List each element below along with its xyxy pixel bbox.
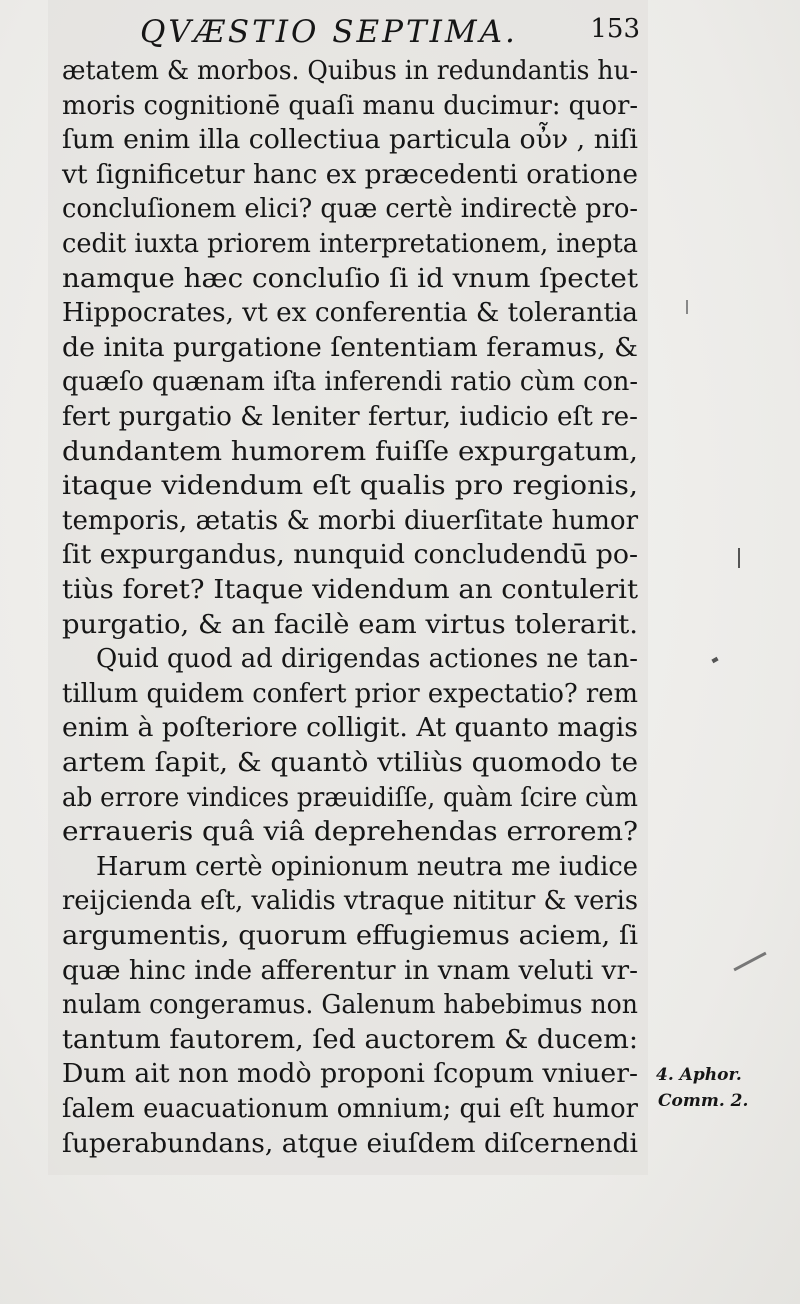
text-line-content: temporis, ætatis & morbi diuerſitate humor [62, 505, 639, 536]
text-line [62, 365, 642, 399]
text-line-content: reijcienda eſt, validis vtraque nititur & veris [62, 886, 639, 917]
ink-speck [711, 657, 718, 663]
text-line [62, 1057, 642, 1091]
running-head: QVÆSTIO SEPTIMA. [140, 14, 518, 50]
text-line [62, 884, 642, 918]
text-line [62, 54, 642, 88]
text-line-content: erraueris quâ viâ deprehendas errorem? [62, 817, 639, 848]
text-line-content: artem ſapit, & quantò vtiliùs quomodo te [62, 748, 639, 778]
text-line-content: nulam congeramus. Galenum habebimus non [62, 990, 638, 1021]
text-line-content: ſuperabundans, atque eiuſdem diſcernendi [62, 1128, 638, 1159]
text-line [62, 89, 642, 123]
text-line-content: dundantem humorem fuiſſe expurgatum, [62, 436, 638, 467]
text-line [62, 1023, 642, 1057]
text-line-content: concluſionem elici? quæ certè indirectè pro- [62, 194, 639, 225]
text-line [62, 711, 642, 745]
text-line-content: fert purgatio & leniter fertur, iudicio eſt re- [62, 402, 639, 432]
text-line-content: ab errore vindices præuidiſſe, quàm ſcire cùm [62, 782, 638, 813]
text-line [62, 123, 642, 157]
text-line [62, 954, 642, 988]
text-line [62, 850, 676, 884]
text-line-content: itaque videndum eſt qualis pro regionis, [62, 471, 638, 502]
text-line-content: purgatio, & an facilè eam virtus tolerarit. [62, 609, 639, 640]
text-line [62, 573, 642, 607]
text-line-content: tantum fautorem, ſed auctorem & ducem: [62, 1024, 638, 1055]
page-header [140, 14, 640, 50]
text-line [62, 815, 642, 849]
text-line-content: ſum enim illa collectiua particula οὖν , niſi [62, 125, 638, 156]
text-line [62, 746, 642, 780]
text-line-content: Hippocrates, vt ex conferentia & tolerantia [62, 298, 639, 329]
text-line [62, 435, 642, 469]
text-line [62, 192, 642, 226]
text-line-content: argumentis, quorum effugiemus aciem, ſi [62, 921, 638, 951]
text-line [62, 781, 642, 815]
text-line-content: tiùs foret? Itaque videndum an contulerit [62, 575, 639, 605]
text-line [62, 642, 676, 676]
text-line-content: tillum quidem confert prior expectatio? rem [62, 678, 639, 709]
marginal-note-line: 4. Aphor. [656, 1065, 742, 1085]
text-line [62, 331, 642, 365]
ink-speck [733, 952, 766, 972]
text-line-content: cedit iuxta priorem interpretationem, inepta [62, 229, 639, 259]
text-line [62, 538, 642, 572]
text-line-content: ætatem & morbos. Quibus in redundantis hu- [62, 56, 639, 86]
text-line [62, 504, 642, 538]
text-line [62, 1127, 642, 1161]
text-line [62, 677, 642, 711]
text-line [62, 919, 642, 953]
text-line-content: Quid quod ad dirigendas actiones ne tan- [96, 644, 639, 675]
text-line-content: moris cognitionē quaſi manu ducimur: quor- [62, 90, 639, 121]
text-line-content: enim à poſteriore colligit. At quanto magis [62, 713, 639, 744]
text-line [62, 608, 642, 642]
text-line-content: Harum certè opinionum neutra me iudice [96, 851, 638, 882]
text-line-content: quæ hinc inde afferentur in vnam veluti vr- [62, 955, 639, 986]
text-line [62, 988, 642, 1022]
text-line [62, 158, 642, 192]
marginal-note-line: Comm. 2. [658, 1091, 749, 1111]
text-line [62, 1092, 642, 1126]
text-line-content: Dum ait non modò proponi ſcopum vniuer- [62, 1059, 638, 1090]
ink-speck [738, 548, 740, 568]
text-line-content: vt ſignificetur hanc ex præcedenti oratione [62, 159, 638, 190]
text-line [62, 400, 642, 434]
text-line-content: de inita purgatione ſententiam feramus, & [62, 332, 638, 363]
text-line [62, 296, 642, 330]
marginal-note [656, 1062, 796, 1114]
text-line [62, 227, 642, 261]
ink-speck [686, 300, 688, 314]
text-line [62, 469, 642, 503]
text-line-content: ſit expurgandus, nunquid concludendū po- [62, 540, 639, 571]
text-line-content: namque hæc concluſio ſi id vnum ſpectet [62, 263, 638, 294]
text-line-content: ſalem euacuationum omnium; qui eſt humor [62, 1094, 638, 1124]
page-number: 153 [590, 14, 640, 44]
text-line [62, 262, 642, 296]
text-line-content: quæſo quænam iſta inferendi ratio cùm con- [62, 367, 639, 398]
